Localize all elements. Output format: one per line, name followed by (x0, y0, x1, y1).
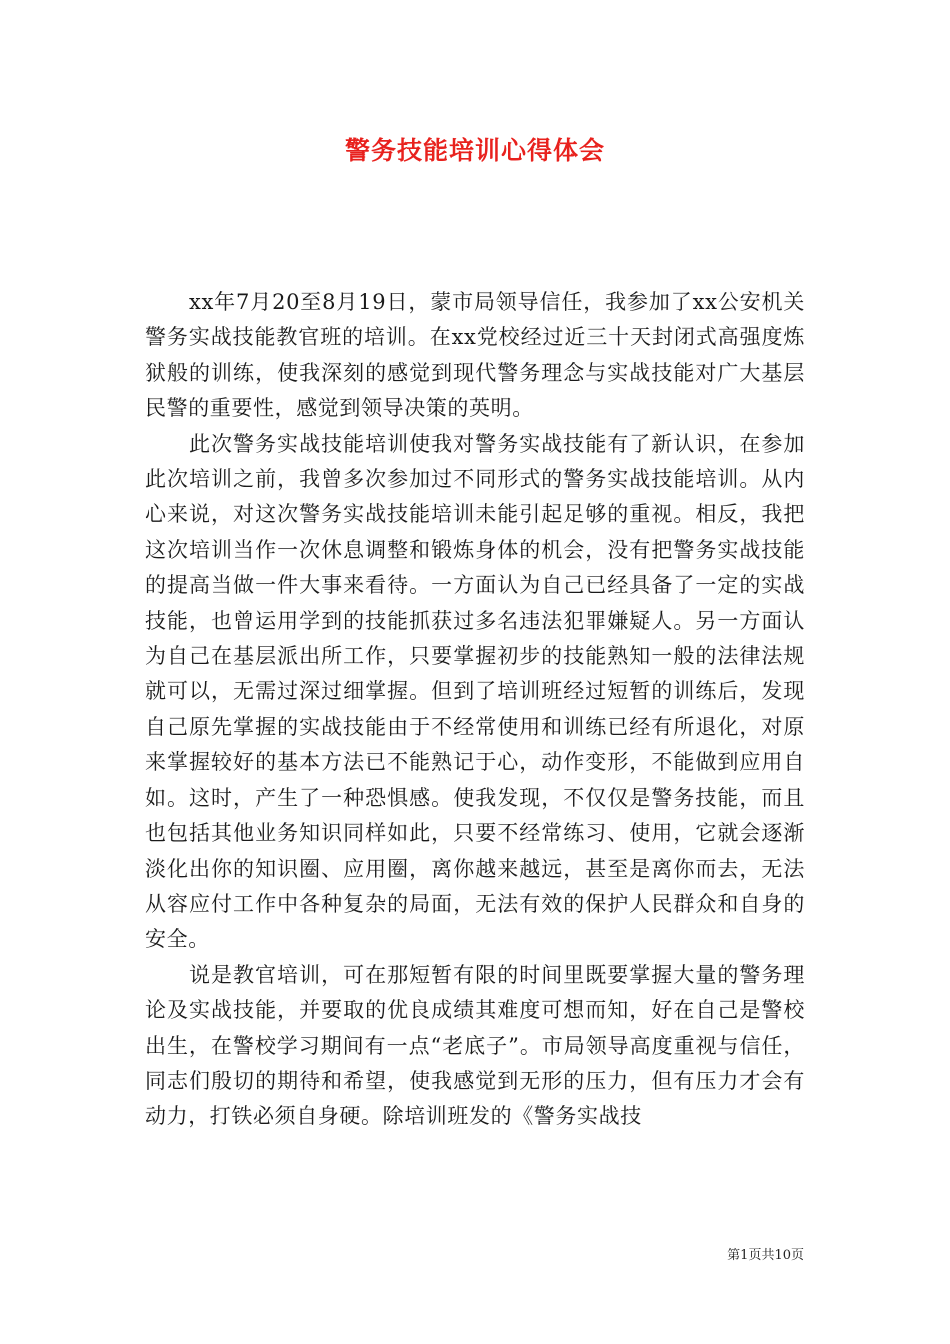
paragraph: 说是教官培训，可在那短暂有限的时间里既要掌握大量的警务理论及实战技能，并要取的优良成绩其难度可想而知，好在自己是警校出生，在警校学习期间有一点“老底子”。市局领导高度重视与信任，同志们殷切的期待和希望，使我感觉到无形的压力，但有压力才会有动力，打铁必须自身硬。除培训班发的《警务实战技 (145, 962, 805, 1129)
page-number: 第1页共10页 (727, 1248, 804, 1263)
document-title: 警务技能培训心得体会 (344, 136, 605, 165)
paragraph: xx年7月20至8月19日，蒙市局领导信任，我参加了xx公安机关警务实战技能教官班的培训。在xx党校经过近三十天封闭式高强度炼狱般的训练，使我深刻的感觉到现代警务理念与实战技能对广大基层民警的重要性，感觉到领导决策的英明。 (145, 290, 805, 421)
document-body (145, 285, 805, 1135)
paragraph: 此次警务实战技能培训使我对警务实战技能有了新认识，在参加此次培训之前，我曾多次参加过不同形式的警务实战技能培训。从内心来说，对这次警务实战技能培训未能引起足够的重视。相反，我把这次培训当作一次休息调整和锻炼身体的机会，没有把警务实战技能的提高当做一件大事来看待。一方面认为自己已经具备了一定的实战技能，也曾运用学到的技能抓获过多名违法犯罪嫌疑人。另一方面认为自己在基层派出所工作，只要掌握初步的技能熟知一般的法律法规就可以，无需过深过细掌握。但到了培训班经过短暂的训练后，发现自己原先掌握的实战技能由于不经常使用和训练已经有所退化，对原来掌握较好的基本方法已不能熟记于心，动作变形，不能做到应用自如。这时，产生了一种恐惧感。使我发现，不仅仅是警务技能，而且也包括其他业务知识同样如此，只要不经常练习、使用，它就会逐渐淡化出你的知识圈、应用圈，离你越来越远，甚至是离你而去，无法从容应付工作中各种复杂的局面，无法有效的保护人民群众和自身的安全。 (145, 431, 805, 952)
